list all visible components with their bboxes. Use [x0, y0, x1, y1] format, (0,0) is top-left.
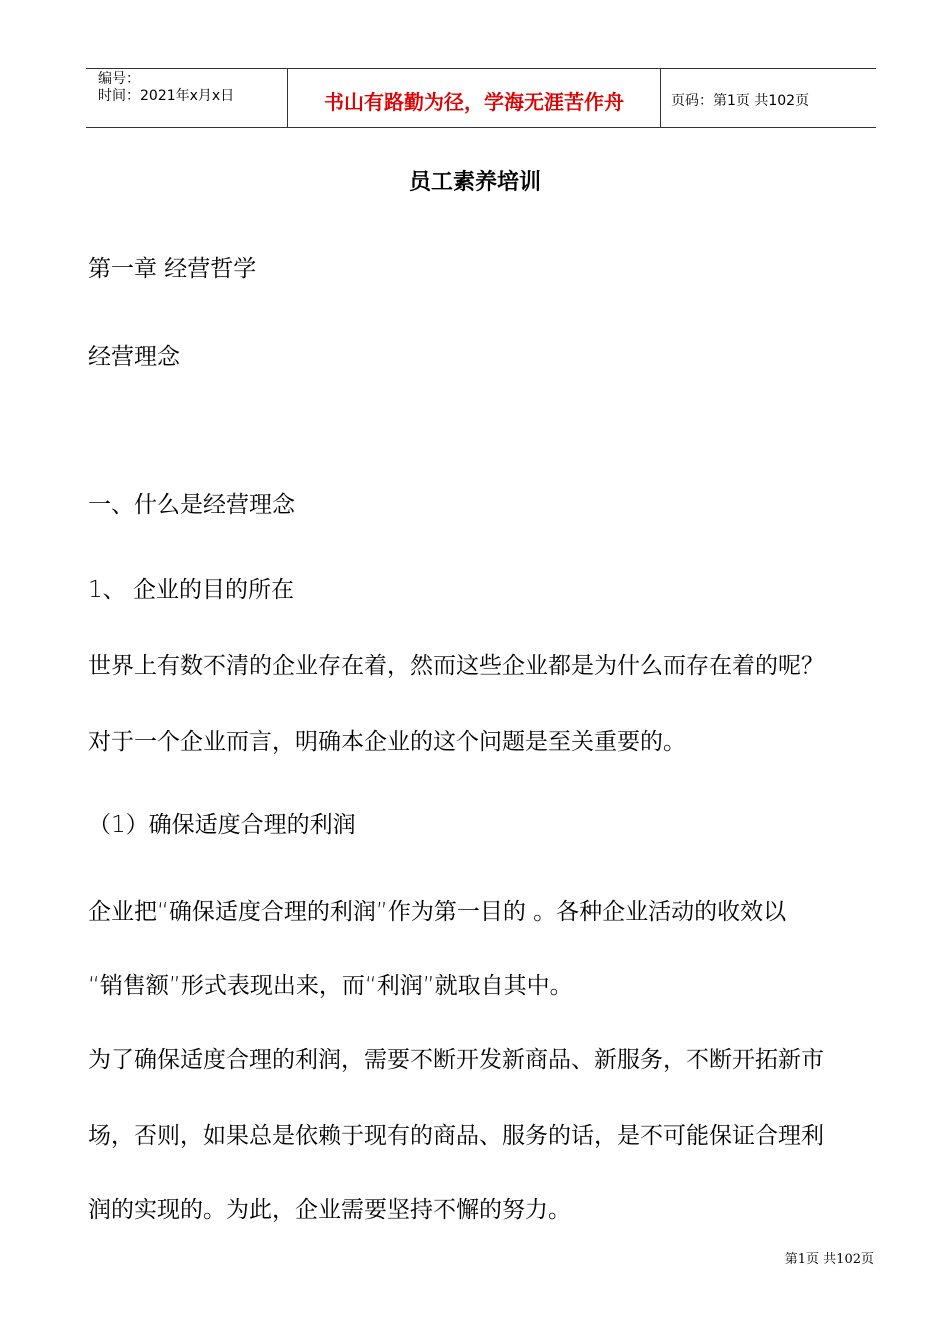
chapter-heading: 第一章 经营哲学	[88, 256, 257, 282]
subitem-heading: （1）确保适度合理的利润	[88, 812, 356, 838]
paragraph-line: 世界上有数不清的企业存在着，然而这些企业都是为什么而存在着的呢？	[88, 653, 824, 679]
paragraph-line: 对于一个企业而言，明确本企业的这个问题是至关重要的。	[88, 729, 686, 755]
number-label: 编号：	[98, 71, 140, 87]
page-header	[86, 68, 876, 128]
subsection-heading: 一、什么是经营理念	[88, 492, 295, 518]
page-footer: 第1页 共102页	[784, 1252, 874, 1267]
paragraph-line: 润的实现的。为此，企业需要坚持不懈的努力。	[88, 1197, 571, 1223]
paragraph-line: 场，否则，如果总是依赖于现有的商品、服务的话，是不可能保证合理利	[88, 1123, 824, 1149]
section-heading: 经营理念	[88, 344, 180, 370]
time-label: 时间：2021年x月x日	[98, 88, 235, 104]
item-heading: 1、 企业的目的所在	[88, 577, 294, 603]
paragraph-line: 为了确保适度合理的利润，需要不断开发新商品、新服务，不断开拓新市	[88, 1047, 824, 1073]
header-page-info: 页码：第1页 共102页	[671, 93, 810, 109]
paragraph-line: “销售额”形式表现出来，而“利润”就取自其中。	[88, 973, 573, 999]
paragraph-line: 企业把“确保适度合理的利润”作为第一目的 。各种企业活动的收效以	[88, 899, 787, 925]
header-motto: 书山有路勤为径，学海无涯苦作舟	[288, 69, 661, 127]
document-title: 员工素养培训	[408, 170, 541, 195]
header-meta	[86, 69, 288, 127]
